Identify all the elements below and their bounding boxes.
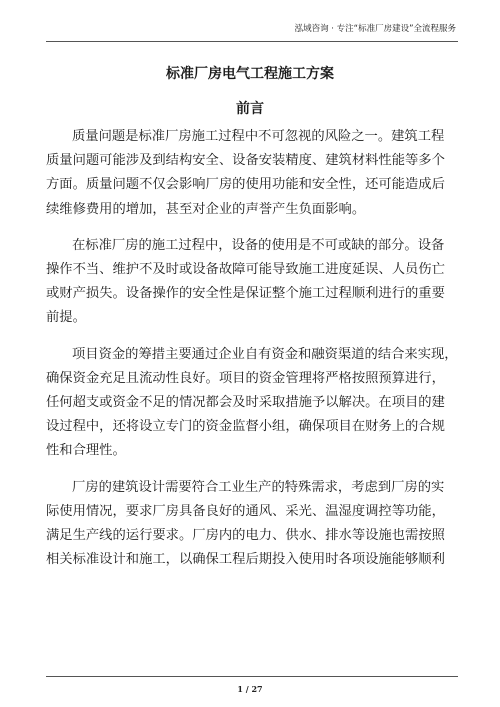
paragraph-line: 任何超支或资金不足的情况都会及时采取措施予以解决。在项目的建 xyxy=(46,395,445,411)
section-title: 前言 xyxy=(236,101,264,117)
paragraph-line: 厂房的建筑设计需要符合工业生产的特殊需求，考虑到厂房的实 xyxy=(72,479,445,495)
paragraph xyxy=(46,343,458,464)
paragraph-line: 性和合理性。 xyxy=(46,443,126,459)
paragraph-line: 设过程中，还将设立专门的资金监督小组，确保项目在财务上的合规 xyxy=(46,419,445,435)
footer-divider xyxy=(46,676,458,677)
page-number: 1 / 27 xyxy=(237,684,263,694)
document-body xyxy=(46,125,458,584)
paragraph-line: 续维修费用的增加，甚至对企业的声誉产生负面影响。 xyxy=(46,201,366,217)
paragraph-line: 或财产损失。设备操作的安全性是保证整个施工过程顺利进行的重要 xyxy=(46,286,445,302)
page-header: 泓域咨询 · 专注“标准厂房建设”全流程服务 xyxy=(294,24,456,34)
paragraph xyxy=(46,234,458,331)
paragraph-line: 在标准厂房的施工过程中，设备的使用是不可或缺的部分。设备 xyxy=(72,237,445,253)
paragraph-line: 操作不当、维护不及时或设备故障可能导致施工进度延误、人员伤亡 xyxy=(46,262,445,278)
header-divider xyxy=(46,41,458,42)
paragraph-line: 项目资金的筹措主要通过企业自有资金和融资渠道的结合来实现， xyxy=(72,346,458,362)
paragraph-line: 相关标准设计和施工，以确保工程后期投入使用时各项设施能够顺利 xyxy=(46,552,445,568)
paragraph-line: 方面。质量问题不仅会影响厂房的使用功能和安全性，还可能造成后 xyxy=(46,177,445,193)
paragraph-line: 际使用情况，要求厂房具备良好的通风、采光、温湿度调控等功能， xyxy=(46,503,445,519)
paragraph-line: 质量问题是标准厂房施工过程中不可忽视的风险之一。建筑工程 xyxy=(72,129,445,144)
paragraph-line: 满足生产线的运行要求。厂房内的电力、供水、排水等设施也需按照 xyxy=(46,528,445,544)
paragraph-line: 前提。 xyxy=(46,310,86,326)
paragraph xyxy=(46,125,458,222)
document-title: 标准厂房电气工程施工方案 xyxy=(166,66,334,82)
paragraph-line: 确保资金充足且流动性良好。项目的资金管理将严格按照预算进行， xyxy=(46,370,445,386)
paragraph xyxy=(46,476,458,573)
paragraph-line: 质量问题可能涉及到结构安全、设备安装精度、建筑材料性能等多个 xyxy=(46,153,445,169)
